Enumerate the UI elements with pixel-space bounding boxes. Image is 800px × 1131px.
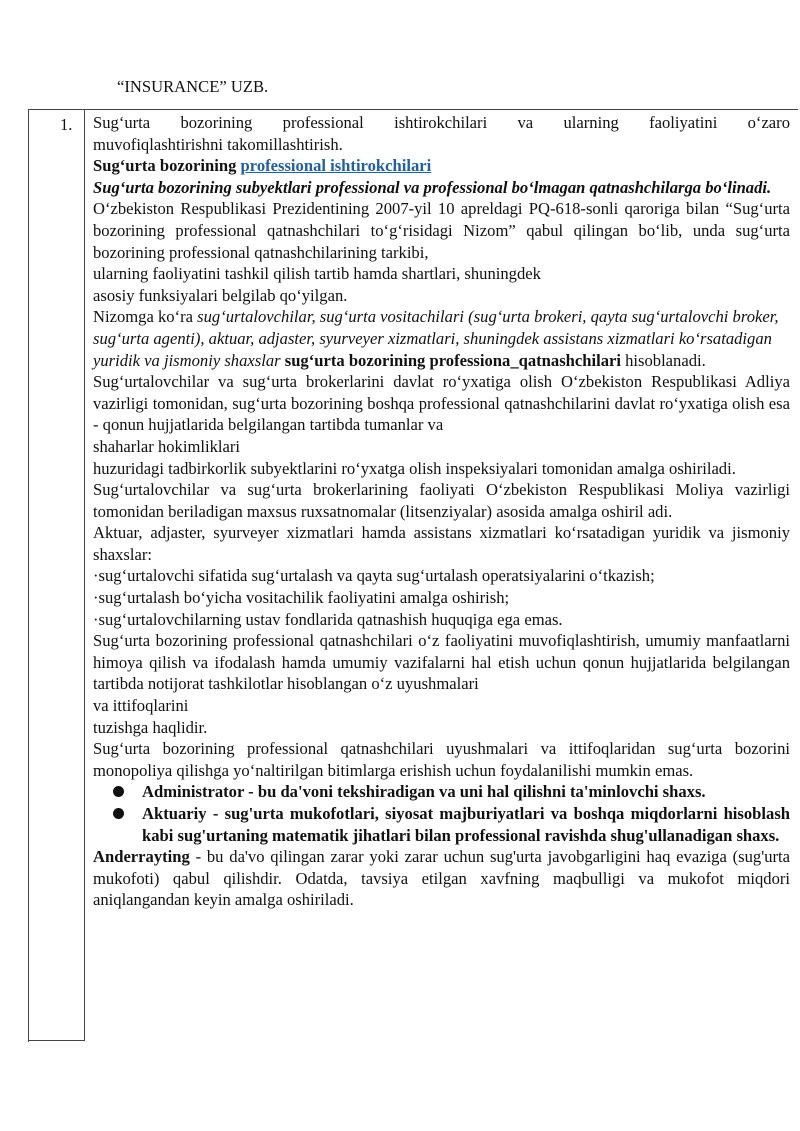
restriction-item-2: ·sug‘urtalash bo‘yicha vositachilik faoliyatini amalga oshirish;	[93, 588, 510, 608]
anderrayting-term: Anderrayting	[93, 847, 190, 867]
restriction-item-1: ·sug‘urtalovchi sifatida sug‘urtalash va qayta sug‘urtalash operatsiyalarini o‘tkazish;	[93, 566, 655, 586]
paragraph-restrictions: Aktuar, adjaster, syurveyer xizmatlari hamda assistans xizmatlari ko‘rsatadigan yuridik va jismoniy shaxslar:	[93, 523, 790, 564]
nizom-start: Nizomga ko‘ra	[93, 307, 198, 327]
paragraph-registration-c: huzuridagi tadbirkorlik subyektlarini ro‘yxatga olish inspeksiyalari tomonidan amalga oshiriladi.	[93, 458, 736, 478]
restriction-item-3: ·sug‘urtalovchilarning ustav fondlarida qatnashish huquqiga ega emas.	[93, 609, 563, 629]
definition-text: Administrator - bu da'voni tekshiradigan va uni hal qilishni ta'minlovchi shaxs.	[142, 782, 706, 802]
heading-prefix: Sug‘urta bozorining	[93, 156, 241, 176]
row-number: 1.	[60, 115, 73, 134]
bullet-dot-icon	[113, 808, 124, 819]
bullet-dot-icon	[113, 786, 124, 797]
paragraph-decree-c: asosiy funksiyalari belgilab qo‘yilgan.	[93, 285, 348, 305]
topic-line-2: muvofiqlashtirishni takomillashtirish.	[93, 134, 343, 154]
definition-administrator	[93, 781, 790, 803]
definition-aktuariy	[93, 803, 790, 846]
nizom-end: hisoblanadi.	[620, 350, 706, 370]
document-header: “INSURANCE” UZB.	[117, 77, 269, 96]
paragraph-registration-b: shaharlar hokimliklari	[93, 436, 240, 456]
paragraph-associations-b: va ittifoqlarini	[93, 696, 189, 716]
paragraph-associations: Sug‘urta bozorining professional qatnashchilari o‘z faoliyatini muvofiqlashtirish, umumiy manfaatlarni himoya qilish va ifodalash hamda umumiy vazifalarni hal etish uchun qonun hujjatlarida belgilangan tartibda notijorat tashkilotlar hisoblangan o‘z uyushmalari	[93, 631, 790, 694]
paragraph-decree: O‘zbekiston Respublikasi Prezidentining 2007-yil 10 apreldagi PQ-618-sonli qaroriga bilan “Sug‘urta bozorining professional qatnashchilari to‘g‘risidagi Nizom” qabul qilingan bo‘lib, unda sug‘urta bozorining professional qatnashchilarining tarkibi,	[93, 199, 790, 262]
paragraph-registration: Sug‘urtalovchilar va sug‘urta brokerlarini davlat ro‘yxatiga olish O‘zbekiston Respublikasi Adliya vazirligi tomonidan, sug‘urta bozorining boshqa professional qatnashchilarini davlat ro‘yxatiga olish esa - qonun hujjatlarida belgilangan tartibda tumanlar va	[93, 372, 790, 435]
section-heading	[93, 155, 790, 177]
paragraph-nizom	[93, 306, 790, 371]
definition-text: Aktuariy - sug'urta mukofotlari, siyosat majburiyatlari va boshqa miqdorlarni hisoblash kabi sug'urtaning matematik jihatlari bilan professional ravishda shug'ullanadigan shaxs.	[142, 804, 790, 845]
anderrayting-text: - bu da'vo qilingan zarar yoki zarar uchun sug'urta javobgarligini haq evaziga (sug'urta mukofoti) qabul qilishdir. Odatda, tavsiya etilgan xavfning maqbulligi va mukofot miqdori aniqlangandan keyin amalga oshiriladi.	[93, 847, 790, 910]
italic-heading: Sug‘urta bozorining subyektlari professional va professional bo‘lmagan qatnashchilarga bo‘linadi.	[93, 177, 772, 197]
nizom-italic: sug‘urtalovchilar, sug‘urta vositachilari (sug‘urta brokeri, qayta sug‘urtalovchi broker, sug‘urta agenti), aktuar, adjaster, syurveyer xizmatlari, shuningdek assistans xizmatlari ko‘rsatadigan yuridik va jismoniy shaxslar	[93, 307, 779, 370]
row-content	[93, 112, 790, 911]
paragraph-anderrayting	[93, 846, 790, 911]
paragraph-licensing: Sug‘urtalovchilar va sug‘urta brokerlarining faoliyati O‘zbekiston Respublikasi Moliya vazirligi tomonidan beriladigan maxsus ruxsatnomalar (litsenziyalar) asosida amalga oshiril adi.	[93, 480, 790, 521]
definitions-list	[93, 781, 790, 846]
column-divider	[84, 109, 85, 1041]
topic-line-1: Sug‘urta bozorining professional ishtirokchilari va ularning faoliyatini o‘zaro	[93, 113, 790, 132]
paragraph-monopoly: Sug‘urta bozorining professional qatnashchilari uyushmalari va ittifoqlaridan sug‘urta bozorini monopoliya qilishga yo‘naltirilgan bitimlarga erishish uchun foydalanilishi mumkin emas.	[93, 739, 790, 780]
paragraph-associations-c: tuzishga haqlidir.	[93, 717, 208, 737]
nizom-bold: sug‘urta bozorining professiona_qatnashchilari	[280, 350, 621, 370]
paragraph-decree-b: ularning faoliyatini tashkil qilish tartib hamda shartlari, shuningdek	[93, 264, 541, 284]
number-cell-bottom-border	[28, 1040, 85, 1041]
professional-participants-link[interactable]: professional ishtirokchilari	[240, 156, 432, 176]
